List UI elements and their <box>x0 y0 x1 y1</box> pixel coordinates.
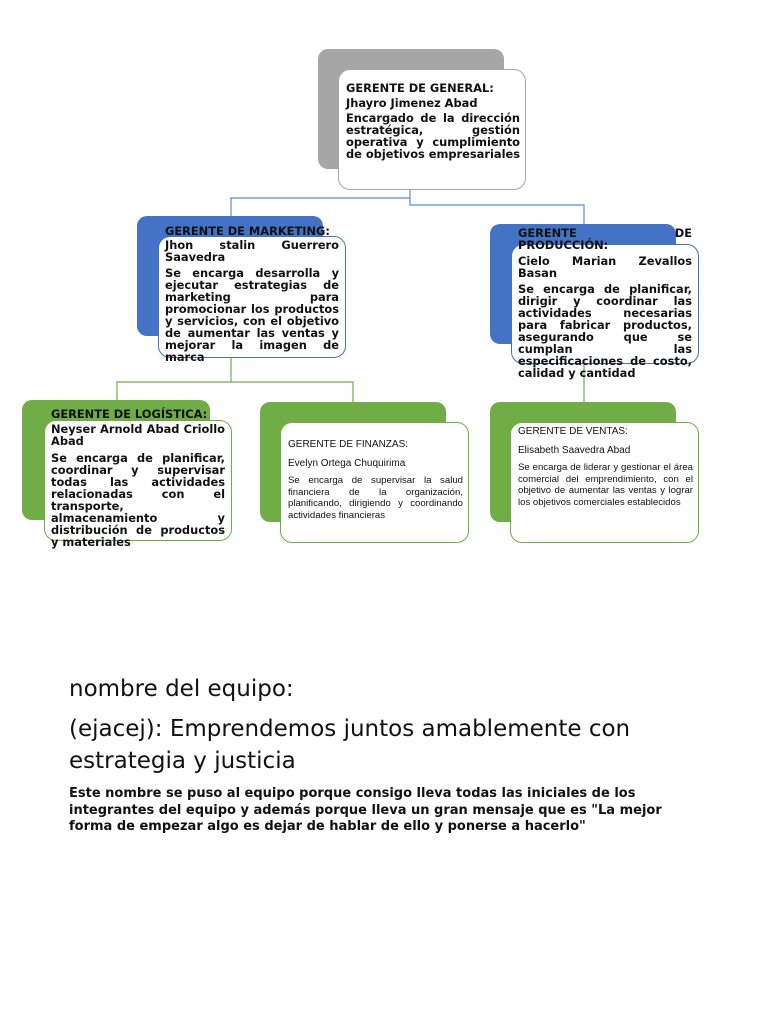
finanzas-desc: Se encarga de supervisar la salud financiera de la organización, planificando, dirigiendo y coordinando actividades financieras <box>288 475 463 521</box>
connector-general-marketing <box>231 190 410 216</box>
team-heading: nombre del equipo: <box>69 676 294 702</box>
marketing-name: Jhon stalin Guerrero Saavedra <box>165 238 339 264</box>
finanzas-name: Evelyn Ortega Chuquirima <box>288 458 406 469</box>
general-title: GERENTE DE GENERAL: <box>346 81 494 95</box>
general-desc: Encargado de la dirección estratégica, gestión operativa y cumplimiento de objetivos empresariales <box>346 111 520 161</box>
connector-marketing-finanzas <box>231 382 353 402</box>
marketing-desc: Se encarga desarrolla y ejecutar estrategias de marketing para promocionar los productos y servicios, con el objetivo de aumentar las ventas y mejorar la imagen de marca <box>165 266 339 364</box>
general-name: Jhayro Jimenez Abad <box>346 96 478 110</box>
produccion-name: Cielo Marian Zevallos Basan <box>518 254 692 280</box>
ventas-name: Elisabeth Saavedra Abad <box>518 445 631 456</box>
ventas-card <box>510 422 699 543</box>
produccion-title: GERENTE DE PRODUCCIÓN: <box>518 226 692 252</box>
general-card <box>338 69 526 190</box>
marketing-card <box>158 224 346 364</box>
connector-marketing-logistica <box>117 358 231 402</box>
finanzas-title: GERENTE DE FINANZAS: <box>288 439 409 450</box>
logistica-name: Neyser Arnold Abad Criollo Abad <box>51 422 225 448</box>
logistica-card <box>44 407 232 549</box>
ventas-desc: Se encarga de liderar y gestionar el área comercial del emprendimiento, con el objetivo de aumentar las ventas y lograr los objetivos comerciales establecidos <box>518 462 693 508</box>
team-description: Este nombre se puso al equipo porque consigo lleva todas las iniciales de los integrantes del equipo y además porque lleva un gran mensaje que es "La mejor forma de empezar algo es dejar de hablar de ello y ponerse a hacerlo" <box>69 786 662 834</box>
logistica-title: GERENTE DE LOGÍSTICA: <box>51 407 208 421</box>
marketing-title: GERENTE DE MARKETING: <box>165 224 330 238</box>
finanzas-card <box>280 422 469 543</box>
logistica-desc: Se encarga de planificar, coordinar y supervisar todas las actividades relacionadas con el transporte, almacenamiento y distribución de productos y materiales <box>51 451 225 549</box>
produccion-card <box>511 226 699 380</box>
ventas-title: GERENTE DE VENTAS: <box>518 426 628 437</box>
produccion-desc: Se encarga de planificar, dirigir y coordinar las actividades necesarias para fabricar productos, asegurando que se cumplan las especificaciones de costo, calidad y cantidad <box>518 282 692 380</box>
team-name: (ejacej): Emprendemos juntos amablemente con estrategia y justicia <box>69 716 631 774</box>
